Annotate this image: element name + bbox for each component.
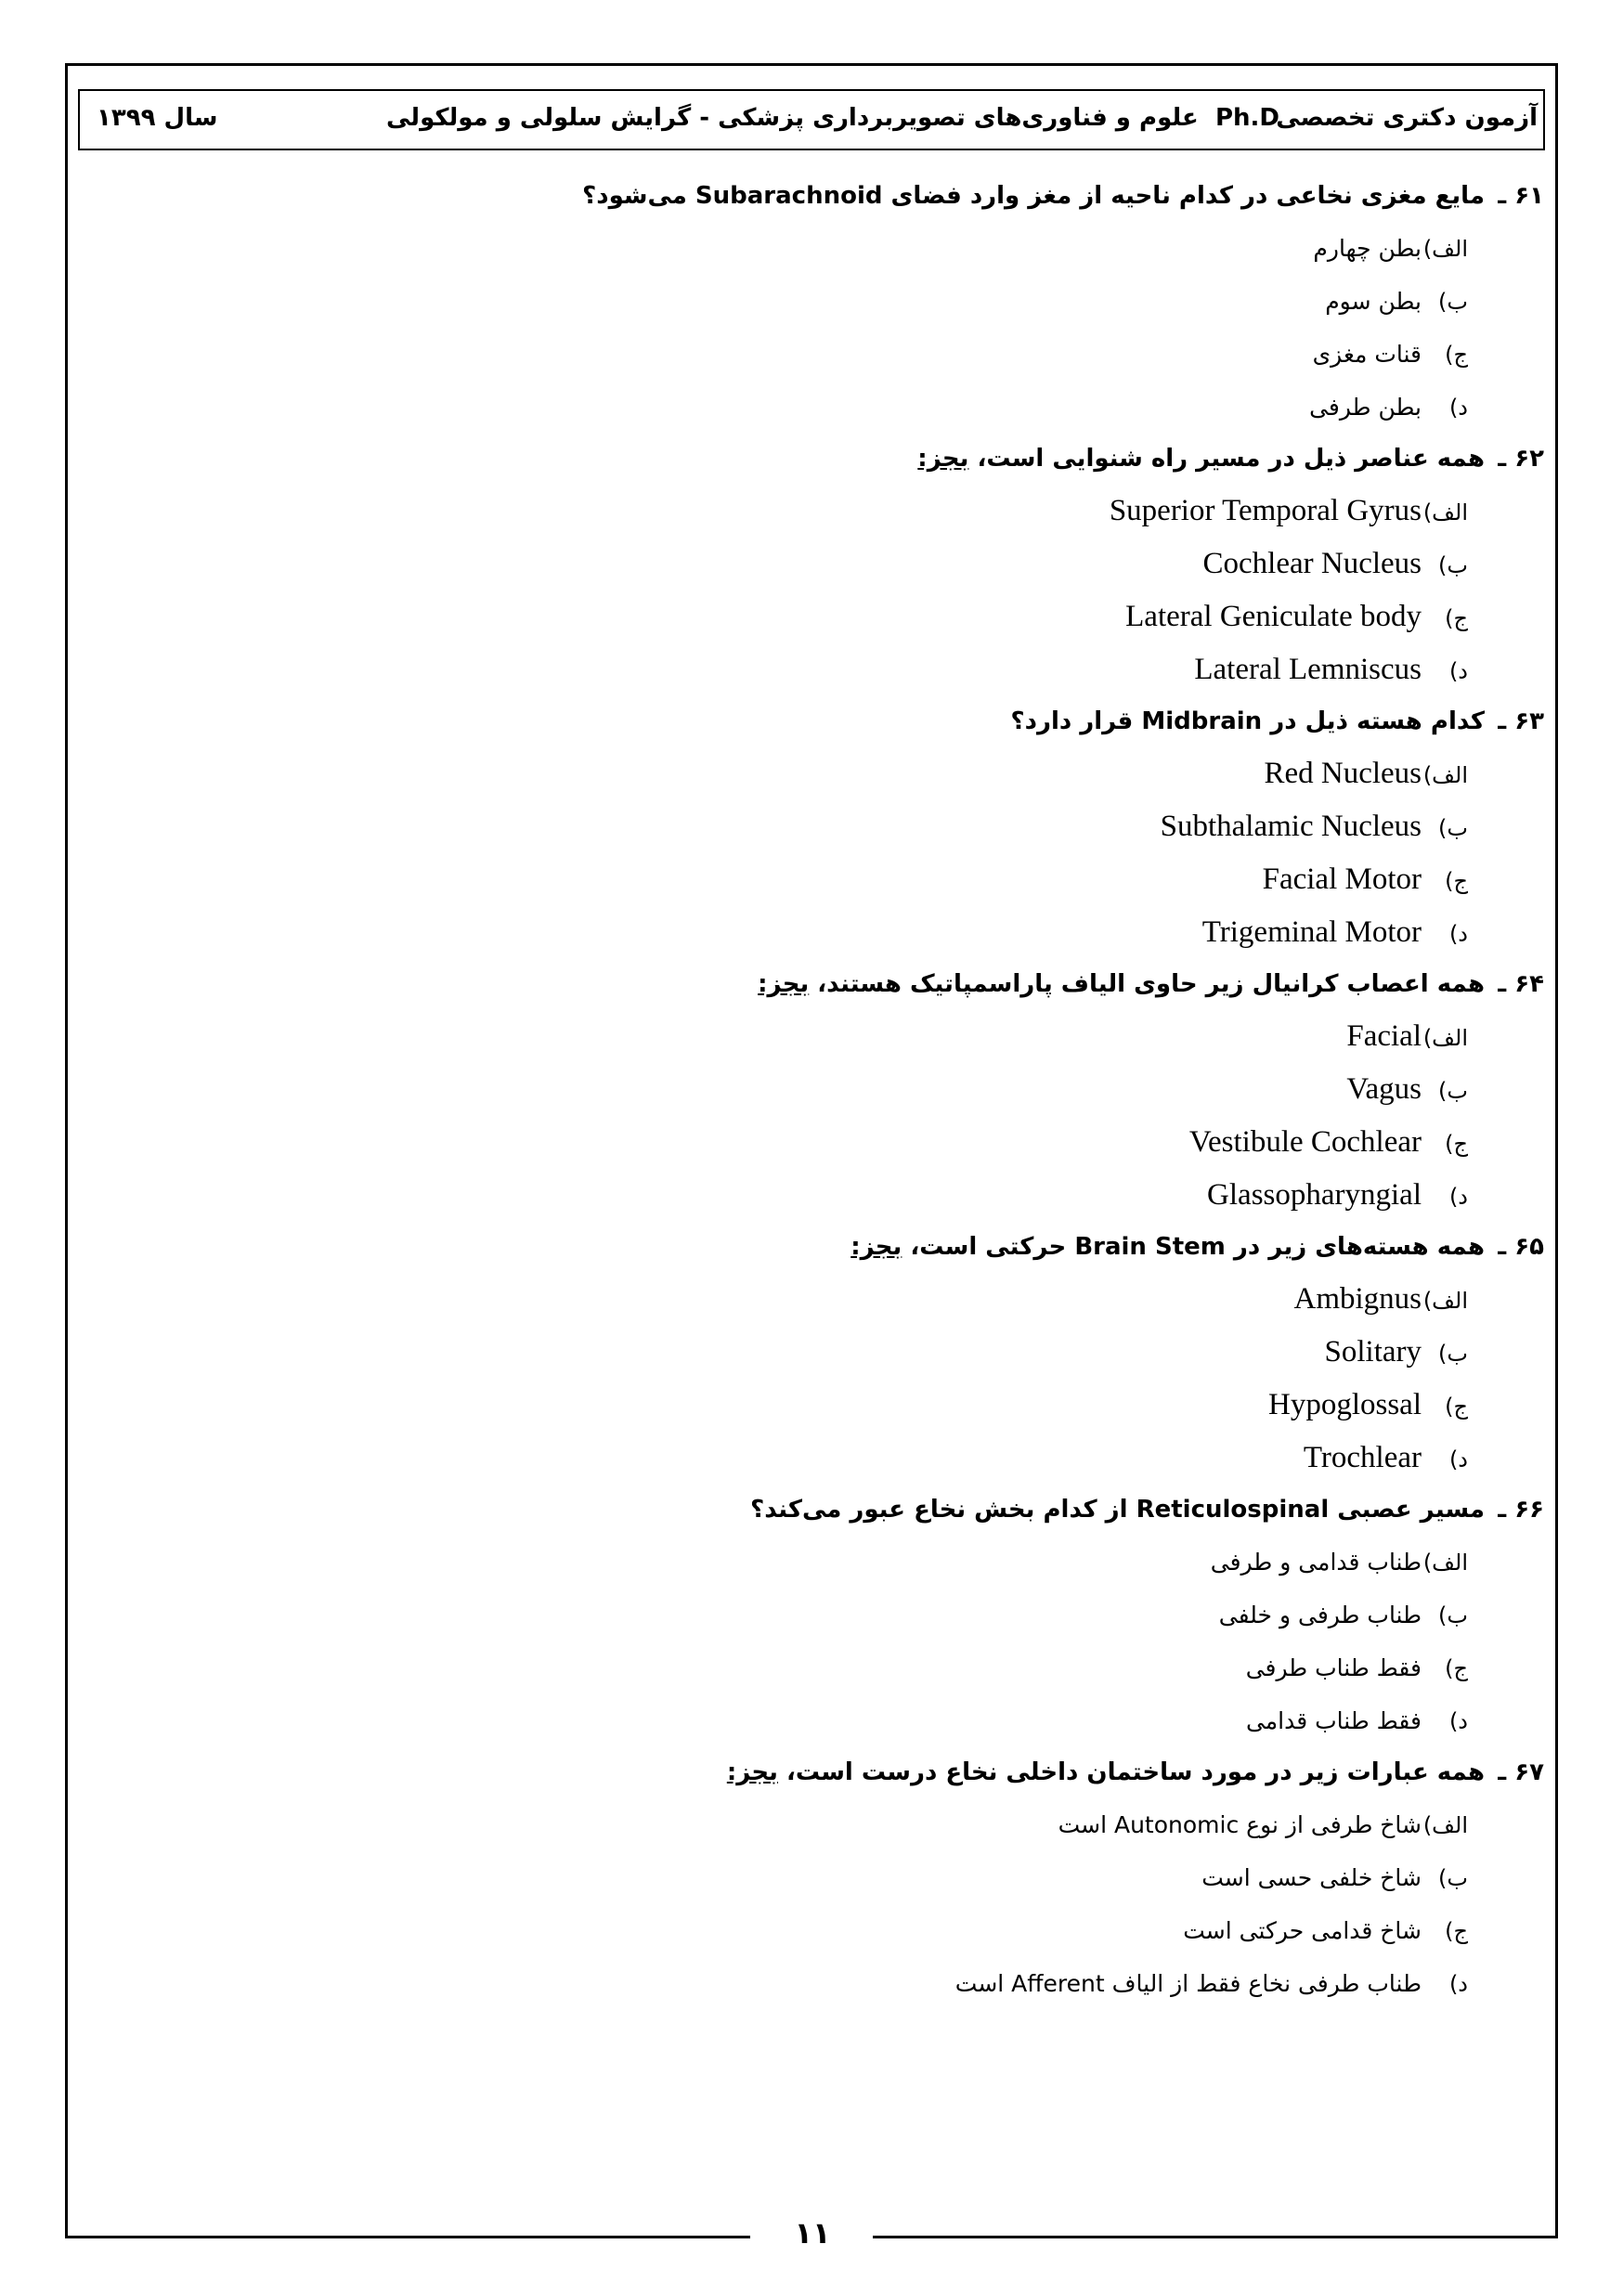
answer-option xyxy=(151,643,1544,696)
option-letter: د) xyxy=(1448,395,1468,421)
option-text: شاخ طرفی از نوع Autonomic است xyxy=(1058,1811,1422,1838)
option-letter: الف) xyxy=(1422,1812,1468,1838)
answer-option xyxy=(151,1432,1544,1485)
question-exception-marker: بجز: xyxy=(850,1233,902,1261)
question-number: ۶۱ ـ xyxy=(1498,182,1544,210)
answer-option xyxy=(151,1010,1544,1063)
option-letter: ب) xyxy=(1438,1602,1468,1628)
option-text: Vestibule Cochlear xyxy=(1188,1125,1422,1159)
question-number: ۶۴ ـ xyxy=(1498,970,1544,998)
option-letter: ج) xyxy=(1445,605,1468,631)
option-letter: الف) xyxy=(1422,236,1468,262)
answer-option xyxy=(151,1641,1544,1694)
option-letter: الف) xyxy=(1422,1550,1468,1576)
question-text: همه اعصاب کرانیال زیر حاوی الیاف پاراسمپاتیک هستند، xyxy=(817,970,1485,998)
option-text: شاخ خلفی حسی است xyxy=(1201,1864,1422,1891)
option-letter: ج) xyxy=(1445,1918,1468,1944)
field-title: علوم و فناوری‌های تصویربرداری پزشکی - گرایش سلولی و مولکولی xyxy=(386,104,1199,132)
option-letter: ب) xyxy=(1438,1341,1468,1367)
option-letter: ج) xyxy=(1445,1394,1468,1420)
answer-option xyxy=(151,853,1544,906)
option-text: Trigeminal Motor xyxy=(1201,915,1422,949)
option-text: Glassopharyngial xyxy=(1207,1178,1422,1212)
option-text: فقط طناب طرفی xyxy=(1245,1654,1422,1681)
answer-option xyxy=(151,1063,1544,1116)
answer-option xyxy=(151,906,1544,959)
degree-label: Ph.D xyxy=(1214,104,1279,132)
option-text: Lateral Geniculate body xyxy=(1125,600,1422,633)
question-block xyxy=(151,696,1544,959)
answer-option xyxy=(151,328,1544,381)
answer-option xyxy=(151,485,1544,538)
question-text: مسیر عصبی Reticulospinal از کدام بخش نخاع عبور می‌کند؟ xyxy=(750,1496,1485,1524)
question-text: همه عبارات زیر در مورد ساختمان داخلی نخاع درست است، xyxy=(786,1758,1485,1786)
page-number: ۱۱ xyxy=(794,2215,831,2251)
option-letter: د) xyxy=(1448,658,1468,684)
answer-option xyxy=(151,1589,1544,1641)
answer-option xyxy=(151,1798,1544,1851)
option-text: بطن سوم xyxy=(1325,288,1422,315)
option-text: Solitary xyxy=(1324,1335,1422,1369)
answer-option xyxy=(151,275,1544,328)
question-block xyxy=(151,1747,1544,2010)
option-letter: ج) xyxy=(1445,1131,1468,1157)
question-block xyxy=(151,1222,1544,1485)
option-letter: د) xyxy=(1448,1446,1468,1472)
question-block xyxy=(151,434,1544,696)
option-text: Superior Temporal Gyrus xyxy=(1109,494,1422,527)
exam-title: آزمون دکتری تخصصی xyxy=(1276,104,1538,132)
question-line xyxy=(151,1222,1544,1273)
option-letter: ب) xyxy=(1438,289,1468,315)
option-text: طناب طرفی و خلفی xyxy=(1218,1602,1422,1628)
option-letter: الف) xyxy=(1422,1025,1468,1051)
question-line xyxy=(151,696,1544,747)
option-text: Red Nucleus xyxy=(1264,757,1422,790)
answer-option xyxy=(151,1379,1544,1432)
answer-option xyxy=(151,538,1544,590)
question-exception-marker: بجز: xyxy=(758,970,810,998)
answer-option xyxy=(151,1116,1544,1169)
answer-option xyxy=(151,1169,1544,1222)
option-letter: الف) xyxy=(1422,499,1468,525)
question-number: ۶۷ ـ xyxy=(1498,1758,1544,1786)
exam-year: سال ۱۳۹۹ xyxy=(97,104,218,132)
option-text: Trochlear xyxy=(1303,1441,1422,1474)
answer-option xyxy=(151,1326,1544,1379)
option-text: شاخ قدامی حرکتی است xyxy=(1183,1917,1422,1944)
question-number: ۶۵ ـ xyxy=(1498,1233,1544,1261)
question-line xyxy=(151,1485,1544,1536)
question-text: کدام هسته ذیل در Midbrain قرار دارد؟ xyxy=(1010,707,1485,735)
answer-option xyxy=(151,1904,1544,1957)
option-text: Facial Motor xyxy=(1262,863,1422,896)
option-letter: ج) xyxy=(1445,342,1468,368)
question-text: همه هسته‌های زیر در Brain Stem حرکتی است، xyxy=(910,1233,1485,1261)
answer-option xyxy=(151,1536,1544,1589)
question-text: همه عناصر ذیل در مسیر راه شنوایی است، xyxy=(977,445,1485,473)
answer-option xyxy=(151,590,1544,643)
option-letter: ب) xyxy=(1438,552,1468,578)
question-block xyxy=(151,959,1544,1222)
option-letter: ج) xyxy=(1445,868,1468,894)
question-number: ۶۳ ـ xyxy=(1498,707,1544,735)
option-text: قنات مغزی xyxy=(1312,341,1422,368)
option-text: Subthalamic Nucleus xyxy=(1160,810,1422,843)
option-letter: د) xyxy=(1448,921,1468,947)
option-letter: د) xyxy=(1448,1708,1468,1734)
question-line xyxy=(151,959,1544,1010)
question-number: ۶۲ ـ xyxy=(1498,445,1544,473)
option-letter: الف) xyxy=(1422,1288,1468,1314)
question-line xyxy=(151,1747,1544,1798)
option-letter: د) xyxy=(1448,1184,1468,1210)
question-block xyxy=(151,171,1544,434)
answer-option xyxy=(151,222,1544,275)
question-block xyxy=(151,1485,1544,1747)
answer-option xyxy=(151,381,1544,434)
option-text: بطن چهارم xyxy=(1313,235,1422,262)
answer-option xyxy=(151,1273,1544,1326)
answer-option xyxy=(151,1957,1544,2010)
option-text: Ambignus xyxy=(1293,1282,1422,1316)
option-letter: ج) xyxy=(1445,1655,1468,1681)
answer-option xyxy=(151,1851,1544,1904)
option-text: Facial xyxy=(1346,1019,1422,1053)
option-text: طناب طرفی نخاع فقط از الیاف Afferent است xyxy=(954,1970,1422,1997)
question-text: مایع مغزی نخاعی در کدام ناحیه از مغز وارد فضای Subarachnoid می‌شود؟ xyxy=(582,182,1485,210)
exam-header xyxy=(78,89,1545,150)
answer-option xyxy=(151,1694,1544,1747)
question-line xyxy=(151,434,1544,485)
option-text: Hypoglossal xyxy=(1268,1388,1422,1421)
question-line xyxy=(151,171,1544,222)
option-letter: ب) xyxy=(1438,1078,1468,1104)
option-text: Lateral Lemniscus xyxy=(1194,653,1422,686)
option-text: طناب قدامی و طرفی xyxy=(1210,1549,1422,1576)
footer-rule-right xyxy=(873,2236,1558,2238)
answer-option xyxy=(151,800,1544,853)
footer-rule-left xyxy=(65,2236,750,2238)
question-list xyxy=(151,171,1544,2010)
question-exception-marker: بجز: xyxy=(726,1758,778,1786)
option-text: فقط طناب قدامی xyxy=(1245,1707,1422,1734)
option-text: Cochlear Nucleus xyxy=(1202,547,1422,580)
question-number: ۶۶ ـ xyxy=(1498,1496,1544,1524)
option-text: Vagus xyxy=(1346,1072,1422,1106)
option-letter: ب) xyxy=(1438,1865,1468,1891)
question-exception-marker: بجز: xyxy=(917,445,969,473)
option-letter: الف) xyxy=(1422,762,1468,788)
option-letter: ب) xyxy=(1438,815,1468,841)
option-letter: د) xyxy=(1448,1971,1468,1997)
answer-option xyxy=(151,747,1544,800)
option-text: بطن طرفی xyxy=(1309,394,1422,421)
